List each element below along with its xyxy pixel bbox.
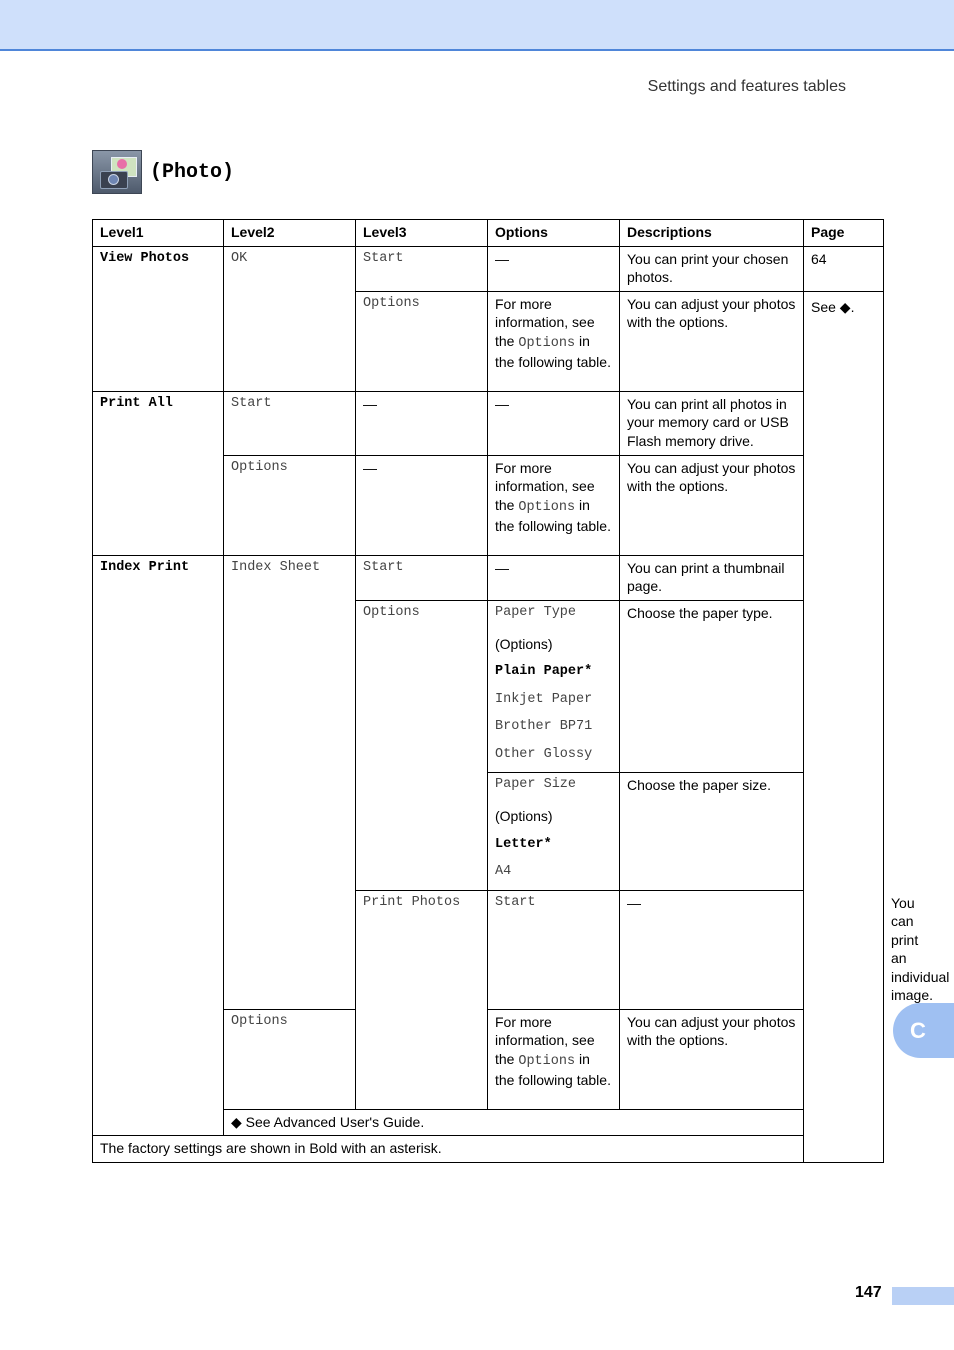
section-title: (Photo): [150, 160, 235, 184]
level3-cell: Start: [356, 555, 488, 600]
options-cell: [488, 600, 620, 773]
level3-cell: Options: [356, 600, 488, 890]
footnote: The factory settings are shown in Bold with an asterisk.: [93, 1136, 884, 1163]
column-header: Level2: [224, 220, 356, 247]
option-choice: Other Glossy: [495, 746, 593, 762]
options-text: in the following table.: [495, 1050, 611, 1088]
option-label: (Options): [495, 635, 553, 652]
table-row: Print Photos Start — You can print an individual image.: [93, 890, 884, 1009]
page-number: 147: [855, 1284, 882, 1301]
level3-cell: Start: [488, 890, 620, 1009]
level3-cell: —: [356, 391, 488, 455]
option-name: Paper Type: [495, 604, 577, 620]
options-cell: [488, 773, 620, 891]
running-title: Settings and features tables: [647, 78, 846, 95]
description-cell: You can print all photos in your memory card or USB Flash memory drive.: [620, 391, 804, 455]
options-cell: [488, 291, 620, 391]
level2-cell: Print Photos: [356, 890, 488, 1109]
options-cell: [488, 1009, 620, 1109]
option-choice: Brother BP71: [495, 719, 593, 734]
table-row: [93, 555, 884, 600]
options-cell: —: [488, 246, 620, 291]
top-banner: [0, 0, 954, 51]
table-row: [93, 246, 884, 291]
options-text: For more information, see the: [495, 295, 595, 349]
options-cell: —: [488, 391, 620, 455]
option-default: Letter*: [495, 836, 552, 852]
description-cell: Choose the paper type.: [620, 600, 804, 773]
options-cell: —: [620, 890, 804, 1009]
page-cell: See ◆.: [804, 291, 884, 1162]
options-cell: [488, 455, 620, 555]
settings-table: [92, 219, 950, 1163]
page-number-bar: [892, 1287, 954, 1305]
description-cell: You can adjust your photos with the options.: [620, 291, 804, 391]
options-keyword: Options: [518, 499, 576, 515]
options-text: in the following table.: [495, 332, 611, 370]
description-cell: You can adjust your photos with the options.: [620, 1009, 804, 1109]
option-name: Paper Size: [495, 777, 577, 792]
chapter-tab[interactable]: C: [893, 1003, 954, 1058]
options-text: For more information, see the: [495, 1013, 595, 1067]
level3-cell: Options: [356, 291, 488, 391]
level2-cell: OK: [224, 246, 356, 391]
description-cell: Choose the paper size.: [620, 773, 804, 891]
photo-camera-icon: [92, 150, 142, 194]
column-header: Options: [488, 220, 620, 247]
level2-cell: Start: [224, 391, 356, 455]
options-keyword: Options: [518, 1053, 576, 1069]
option-default: Plain Paper*: [495, 664, 593, 679]
level1-cell: Print All: [93, 391, 224, 555]
column-header: Level3: [356, 220, 488, 247]
column-header: Descriptions: [620, 220, 804, 247]
level1-cell: Index Print: [93, 555, 224, 1136]
table-header-row: [93, 220, 884, 247]
footnote: ◆ See Advanced User's Guide.: [224, 1109, 884, 1136]
footnote-row: [93, 1136, 884, 1163]
column-header: Level1: [93, 220, 224, 247]
description-cell: You can print a thumbnail page.: [620, 555, 804, 600]
options-cell: —: [488, 555, 620, 600]
description-cell: You can print your chosen photos.: [620, 246, 804, 291]
description-cell: You can adjust your photos with the options.: [620, 455, 804, 555]
options-keyword: Options: [518, 335, 576, 351]
level3-cell: Start: [356, 246, 488, 291]
level3-cell: Options: [224, 1009, 356, 1109]
level2-cell: Options: [224, 455, 356, 555]
options-text: in the following table.: [495, 496, 611, 534]
page-cell: 64: [804, 246, 884, 291]
option-choice: A4: [495, 864, 512, 879]
option-choice: Inkjet Paper: [495, 691, 593, 707]
level2-cell: Index Sheet: [224, 555, 356, 1009]
options-text: For more information, see the: [495, 459, 595, 513]
level3-cell: —: [356, 455, 488, 555]
column-header: Page: [804, 220, 884, 247]
table-row: [93, 391, 884, 455]
section-heading: [92, 150, 234, 194]
level1-cell: View Photos: [93, 246, 224, 391]
option-label: (Options): [495, 808, 553, 824]
